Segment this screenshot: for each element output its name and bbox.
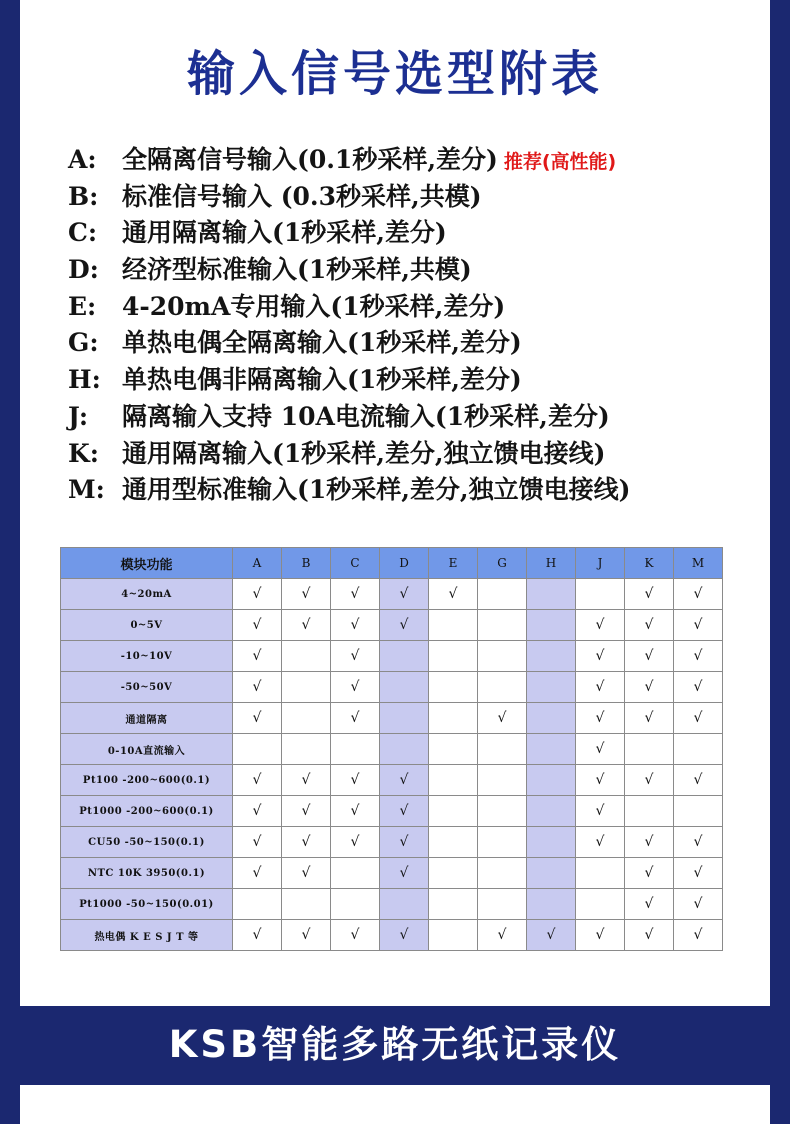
option-code: J: [68,401,89,431]
table-cell [576,579,625,610]
table-cell [429,889,478,920]
table-cell: √ [331,920,380,951]
table-cell: √ [282,858,331,889]
table-cell: √ [576,641,625,672]
table-cell: √ [233,827,282,858]
table-cell: √ [576,672,625,703]
table-cell: √ [674,889,723,920]
table-cell [576,889,625,920]
table-cell: √ [576,827,625,858]
option-code: K: [68,438,99,468]
table-cell [478,889,527,920]
table-row [61,610,723,641]
table-row [61,889,723,920]
table-cell [625,796,674,827]
table-cell: √ [576,610,625,641]
table-header-row [61,548,723,579]
table-header-m: M [674,548,723,579]
row-label: 4~20mA [61,579,233,610]
option-item [68,215,768,252]
table-header-e: E [429,548,478,579]
option-text: 通用隔离输入(1秒采样,差分) [122,218,447,248]
table-cell [331,858,380,889]
table-cell [478,579,527,610]
row-label: Pt1000 -50~150(0.01) [61,889,233,920]
table-cell: √ [576,734,625,765]
table-cell [429,641,478,672]
table-cell: √ [674,610,723,641]
table-cell: √ [576,765,625,796]
table-cell: √ [674,827,723,858]
table-cell: √ [576,796,625,827]
option-text: 标准信号输入 (0.3秒采样,共模) [122,181,482,211]
table-cell: √ [625,579,674,610]
table-cell: √ [331,765,380,796]
option-item [68,436,768,473]
table-cell: √ [233,765,282,796]
table-cell [478,641,527,672]
table-cell [429,858,478,889]
table-cell [380,672,429,703]
table-cell: √ [282,579,331,610]
table-cell: √ [625,889,674,920]
table-cell: √ [331,672,380,703]
table-cell [429,920,478,951]
table-cell: √ [380,765,429,796]
bottom-white-strip [20,1085,770,1124]
table-cell: √ [380,858,429,889]
table-cell [331,889,380,920]
footer-title: KSB智能多路无纸记录仪 [168,1023,622,1066]
row-label: -50~50V [61,672,233,703]
row-label: Pt1000 -200~600(0.1) [61,796,233,827]
table-header-b: B [282,548,331,579]
table-cell: √ [625,641,674,672]
table-cell: √ [625,672,674,703]
table-cell [576,858,625,889]
table-cell [527,641,576,672]
table-cell [429,827,478,858]
option-text: 经济型标准输入(1秒采样,共模) [122,255,472,285]
table-cell: √ [674,858,723,889]
row-label: 通道隔离 [61,703,233,734]
table-cell: √ [233,920,282,951]
option-code: M: [68,475,105,505]
table-cell [527,765,576,796]
table-cell: √ [233,641,282,672]
table-header-module: 模块功能 [61,548,233,579]
table-cell: √ [478,920,527,951]
table-cell [282,703,331,734]
table-cell: √ [674,672,723,703]
table-row [61,920,723,951]
table-cell: √ [331,641,380,672]
table-cell [380,889,429,920]
table-cell: √ [331,827,380,858]
table-cell [527,796,576,827]
table-cell: √ [674,920,723,951]
table-cell: √ [576,703,625,734]
table-cell: √ [429,579,478,610]
option-text: 通用隔离输入(1秒采样,差分,独立馈电接线) [122,438,606,468]
table-cell: √ [380,920,429,951]
table-cell: √ [674,579,723,610]
table-cell: √ [380,610,429,641]
table-row [61,641,723,672]
table-cell [380,641,429,672]
table-cell [478,796,527,827]
table-header-a: A [233,548,282,579]
table-header-g: G [478,548,527,579]
option-item [68,399,768,436]
option-code: E: [68,291,97,321]
table-cell [527,672,576,703]
option-text: 全隔离信号输入(0.1秒采样,差分) [122,145,498,174]
table-cell: √ [674,641,723,672]
table-header-j: J [576,548,625,579]
table-cell [527,579,576,610]
row-label: 0-10A直流输入 [61,734,233,765]
table-cell: √ [625,920,674,951]
option-code: C: [68,218,98,248]
table-cell: √ [478,703,527,734]
table-row [61,765,723,796]
table-cell [233,734,282,765]
table-header-h: H [527,548,576,579]
option-text: 单热电偶非隔离输入(1秒采样,差分) [122,365,522,395]
row-label: 0~5V [61,610,233,641]
table-cell: √ [625,610,674,641]
option-item [68,289,768,326]
table-row [61,579,723,610]
table-cell: √ [380,796,429,827]
table-cell [429,672,478,703]
table-cell [282,641,331,672]
table-row [61,703,723,734]
table-cell [527,827,576,858]
table-cell [282,734,331,765]
table-cell [478,765,527,796]
table-cell: √ [674,703,723,734]
table-row [61,827,723,858]
table-cell [527,734,576,765]
table-cell: √ [527,920,576,951]
table-cell [331,734,380,765]
table-cell: √ [282,796,331,827]
table-cell [478,827,527,858]
option-item [68,142,768,179]
row-label: Pt100 -200~600(0.1) [61,765,233,796]
table-cell: √ [625,765,674,796]
table-cell: √ [625,827,674,858]
table-cell: √ [282,610,331,641]
option-code: A: [68,145,97,174]
table-cell [674,734,723,765]
table-cell: √ [576,920,625,951]
table-cell [625,734,674,765]
table-cell [429,610,478,641]
option-item [68,252,768,289]
table-cell: √ [282,765,331,796]
table-cell: √ [233,672,282,703]
table-cell [380,703,429,734]
row-label: 热电偶 K E S J T 等 [61,920,233,951]
table-header-c: C [331,548,380,579]
option-text: 通用型标准输入(1秒采样,差分,独立馈电接线) [122,475,631,505]
selection-table [60,547,723,951]
option-item [68,325,768,362]
table-cell [429,703,478,734]
table-header-k: K [625,548,674,579]
table-cell [282,672,331,703]
table-cell [527,858,576,889]
table-row [61,672,723,703]
table-cell: √ [233,579,282,610]
table-cell: √ [380,579,429,610]
table-cell [429,796,478,827]
option-code: B: [68,181,99,211]
table-cell [478,610,527,641]
option-code: D: [68,255,99,285]
table-cell: √ [233,703,282,734]
table-cell: √ [625,858,674,889]
table-cell [478,672,527,703]
table-row [61,858,723,889]
table-cell: √ [233,858,282,889]
table-cell [674,796,723,827]
option-list [68,142,768,509]
table-cell [478,858,527,889]
page-title: 输入信号选型附表 [186,46,603,102]
table-cell [429,734,478,765]
table-row [61,734,723,765]
option-code: G: [68,328,99,358]
table-row [61,796,723,827]
table-cell: √ [233,796,282,827]
table-cell: √ [674,765,723,796]
option-item [68,472,768,509]
table-cell: √ [625,703,674,734]
option-text: 4-20mA专用输入(1秒采样,差分) [122,291,506,321]
table-cell: √ [331,610,380,641]
table-cell [282,889,331,920]
option-text: 隔离输入支持 10A电流输入(1秒采样,差分) [122,401,610,431]
table-cell: √ [331,579,380,610]
table-cell [233,889,282,920]
table-cell [429,765,478,796]
table-cell: √ [380,827,429,858]
table-cell [527,610,576,641]
option-item [68,179,768,216]
table-cell [380,734,429,765]
option-code: H: [68,365,101,395]
table-cell: √ [233,610,282,641]
row-label: -10~10V [61,641,233,672]
table-cell [478,734,527,765]
table-cell: √ [282,827,331,858]
table-cell: √ [331,796,380,827]
table-header-d: D [380,548,429,579]
option-item [68,362,768,399]
row-label: NTC 10K 3950(0.1) [61,858,233,889]
table-cell [527,703,576,734]
option-text: 单热电偶全隔离输入(1秒采样,差分) [122,328,522,358]
row-label: CU50 -50~150(0.1) [61,827,233,858]
table-cell [527,889,576,920]
table-cell: √ [331,703,380,734]
recommended-note: 推荐(高性能) [503,151,617,173]
table-cell: √ [282,920,331,951]
